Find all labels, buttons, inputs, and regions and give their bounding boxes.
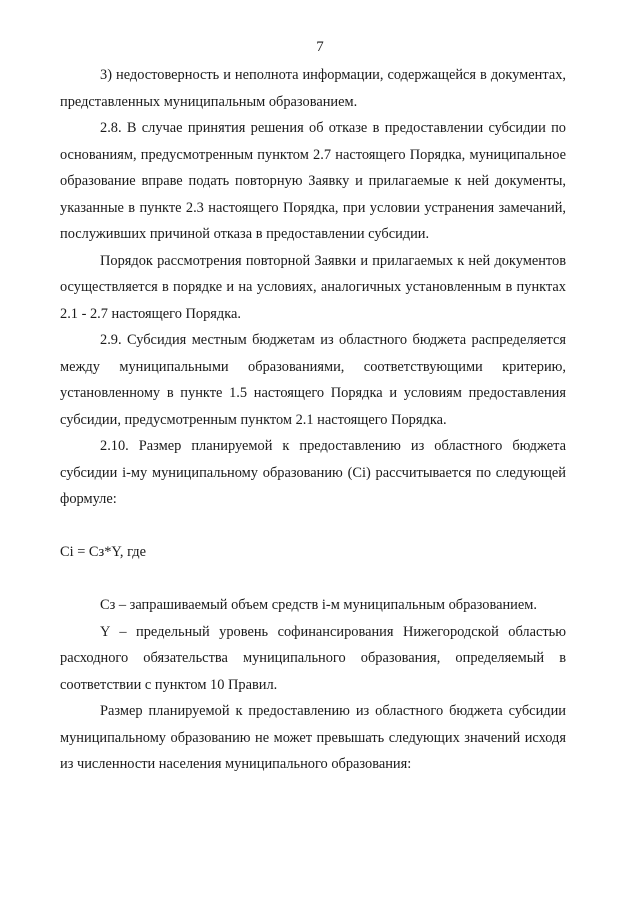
paragraph-subsidy-limit: Размер планируемой к предоставлению из областного бюджета субсидии муниципальному образованию не может превышать следующих значений исходя из численности населения муниципального образования:	[60, 703, 566, 772]
formula: Ci = Сз*Y, где	[60, 544, 147, 560]
document-body	[60, 62, 566, 778]
paragraph-2-9: 2.9. Субсидия местным бюджетам из областного бюджета распределяется между муниципальными образованиями, соответствующими критерию, установленному в пункте 1.5 настоящего Порядка и условиям предоставления субсидии, предусмотренным пунктом 2.1 настоящего Порядка.	[60, 332, 566, 428]
page-number: 7	[316, 39, 324, 55]
definition-sz: Сз – запрашиваемый объем средств i-м муниципальным образованием.	[100, 597, 537, 613]
paragraph-repeat-application: Порядок рассмотрения повторной Заявки и прилагаемых к ней документов осуществляется в порядке и на условиях, аналогичных установленным в пунктах 2.1 - 2.7 настоящего Порядка.	[60, 252, 566, 322]
paragraph-2-10: 2.10. Размер планируемой к предоставлению из областного бюджета субсидии i-му муниципальному образованию (Ci) рассчитывается по следующей формуле:	[60, 438, 566, 507]
paragraph-item-3: 3) недостоверность и неполнота информации, содержащейся в документах, представленных муниципальным образованием.	[60, 67, 566, 110]
paragraph-2-8: 2.8. В случае принятия решения об отказе в предоставлении субсидии по основаниям, предусмотренным пунктом 2.7 настоящего Порядка, муниципальное образование вправе подать повторную Заявку и прилагаемые к ней документы, указанные в пункте 2.3 настоящего Порядка, при условии устранения замечаний, послуживших причиной отказа в предоставлении субсидии.	[60, 120, 566, 242]
definition-y: Y – предельный уровень софинансирования Нижегородской областью расходного обязательства муниципального образования, определяемый в соответствии с пунктом 10 Правил.	[60, 623, 566, 693]
spacer	[60, 566, 566, 593]
spacer	[60, 513, 566, 540]
